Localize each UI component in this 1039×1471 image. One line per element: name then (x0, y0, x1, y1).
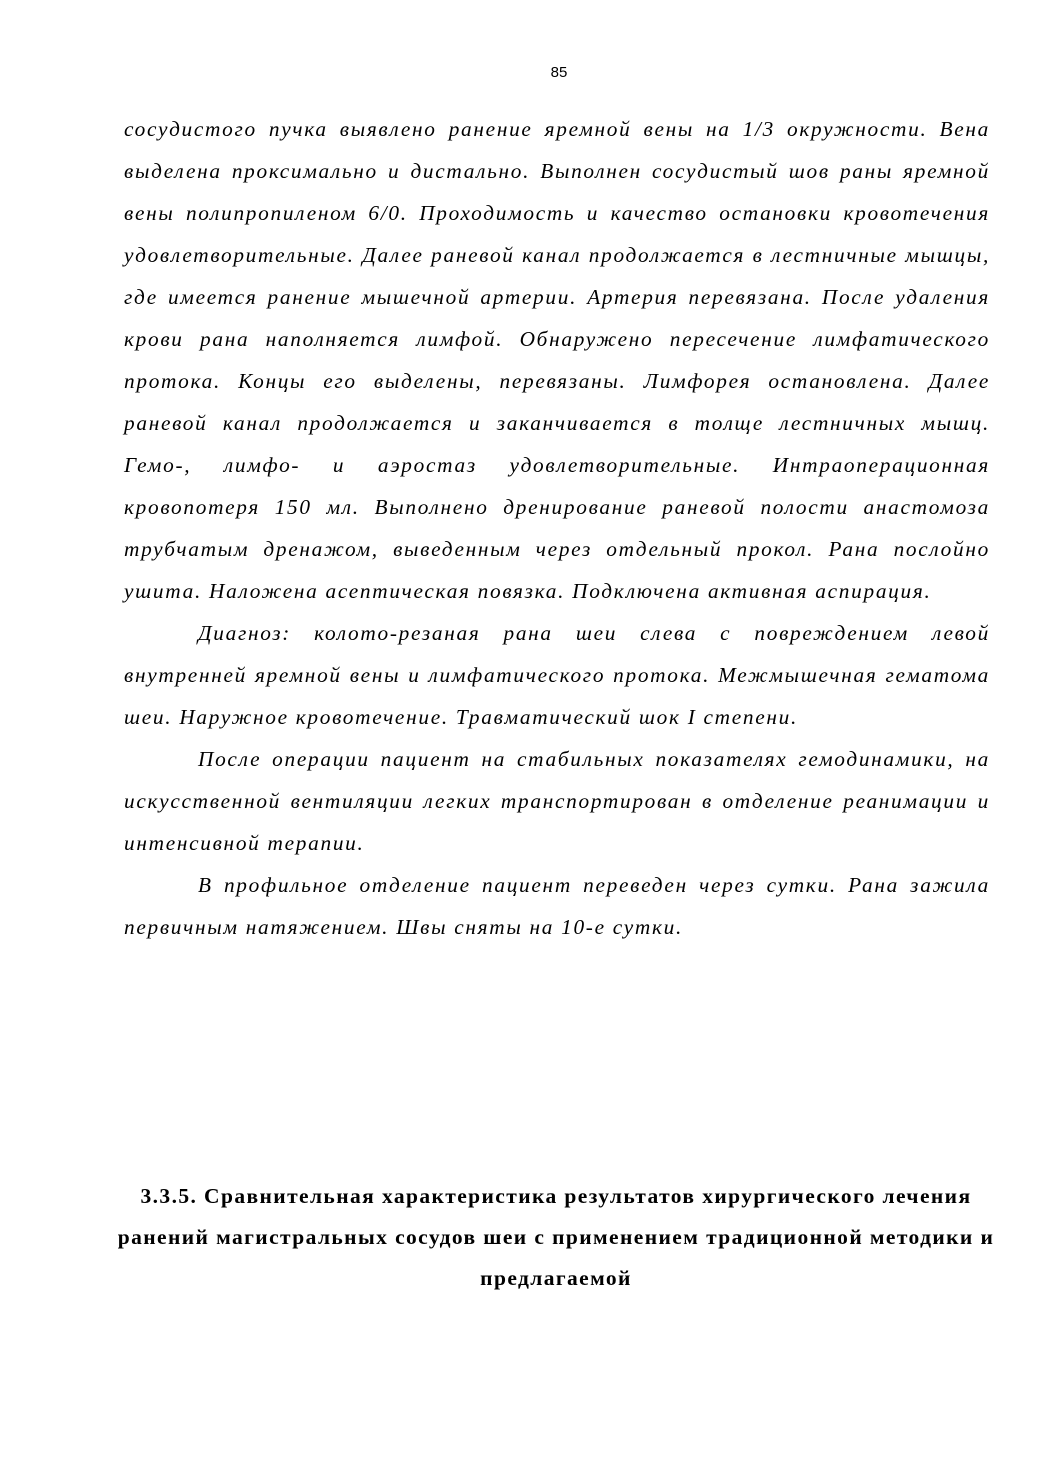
paragraph-outcome: В профильное отделение пациент переведен через сутки. Рана зажила первичным натяжением. Швы сняты на 10-е сутки. (124, 873, 990, 939)
paragraph-operation-description: сосудистого пучка выявлено ранение яремной вены на 1/3 окружности. Вена выделена проксимально и дистально. Выполнен сосудистый шов раны яремной вены полипропиленом 6/0. Проходимость и качество остановки кровотечения удовлетворительные. Далее раневой канал продолжается в лестничные мышцы, где имеется ранение мышечной артерии. Артерия перевязана. После удаления крови рана наполняется лимфой. Обнаружено пересечение лимфатического протока. Концы его выделены, перевязаны. Лимфорея остановлена. Далее раневой канал продолжается и заканчивается в толще лестничных мышц. Гемо-, лимфо- и аэростаз удовлетворительные. Интраоперационная кровопотеря 150 мл. Выполнено дренирование раневой полости анастомоза трубчатым дренажом, выведенным через отдельный прокол. Рана послойно ушита. Наложена асептическая повязка. Подключена активная аспирация. (124, 117, 990, 603)
section-heading: 3.3.5. Сравнительная характеристика результатов хирургического лечения ранений магистральных сосудов шеи с применением традиционной методики и предлагаемой (117, 1184, 995, 1290)
body-text (124, 108, 990, 948)
page-number: 85 (550, 64, 568, 81)
paragraph-postoperative: После операции пациент на стабильных показателях гемодинамики, на искусственной вентиляции легких транспортирован в отделение реанимации и интенсивной терапии. (124, 747, 990, 855)
paragraph-diagnosis: Диагноз: колото-резаная рана шеи слева с повреждением левой внутренней яремной вены и лимфатического протока. Межмышечная гематома шеи. Наружное кровотечение. Травматический шок I степени. (124, 621, 990, 729)
